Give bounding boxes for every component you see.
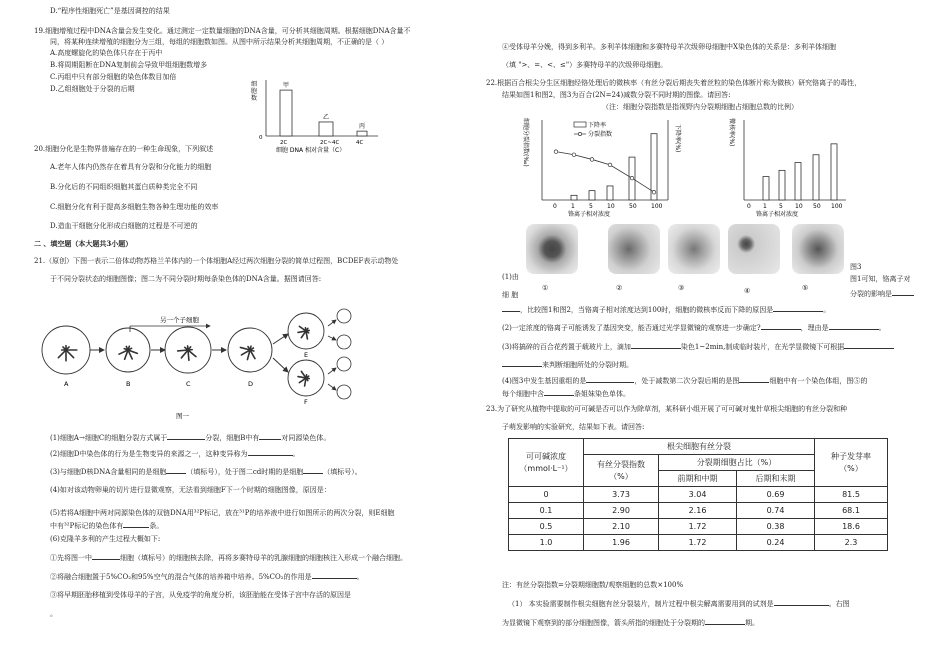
q21-sub-6-1: ①先将图一中 细胞（填标号）的细胞核去除，再将多赛特母羊的乳腺细胞的细胞核注入形成一个融合细胞。: [50, 554, 407, 562]
q19-line-2: 同，将某种连续增殖的细胞分为三组，每组的细胞数如图。从图中所示结果分析其细胞周期，不正确的是（ ）: [50, 38, 389, 46]
fig2-tick-1: 1: [763, 203, 767, 210]
q23-table: [508, 438, 888, 551]
q22-photo-label-3: ③: [678, 284, 685, 292]
q23-cell: 0.38: [737, 519, 815, 535]
q20-option-a: A.老年人体内仍然存在着具有分裂和分化能力的细胞: [50, 163, 212, 171]
q23-table-row: [509, 503, 888, 519]
fig1-point-3: [608, 163, 612, 167]
q23-cell: 0: [509, 487, 584, 503]
fig2-tick-3: 10: [795, 203, 803, 210]
q23-table-row: [509, 487, 888, 503]
fig1-tick-4: 50: [629, 203, 637, 210]
q21-figure-caption: 图一: [176, 412, 189, 420]
q23-cell: 0.74: [737, 503, 815, 519]
q23-cell: 2.90: [584, 503, 659, 519]
q19-bar-name-1: 甲: [283, 82, 290, 90]
q22-photo-label-2: ②: [616, 284, 623, 292]
q18-option-d: D.“程序性细胞死亡”是基因调控的结果: [50, 7, 170, 15]
q19-bar-chart: [246, 76, 386, 156]
q23-header-group: 根尖细胞有丝分裂: [584, 439, 815, 455]
q22-sub-1: ，比较图1和图2，当铬离子相对浓度达到100时，细胞的微核率反而下降的原因是 。: [502, 304, 830, 316]
section-2-heading: 二 、填空题（本大题共3小题）: [34, 239, 133, 248]
q22-side-right-1: 图3: [850, 263, 862, 271]
q23-cell: 81.5: [815, 487, 888, 503]
q21-sub-6-3: ③将早期胚胎移植到受体母羊的子宫，从免疫学的角度分析，该胚胎能在受体子宫中存活的原因是: [50, 591, 351, 599]
q19-bar-name-2: 乙: [323, 113, 330, 121]
q22-side-left-1: (1)由: [502, 273, 519, 281]
q23-cell: 2.10: [584, 519, 659, 535]
q23-cell: 68.1: [815, 503, 888, 519]
fig2-bar-1: [763, 177, 769, 200]
q19-option-c: C.丙组中只有部分细胞的染色体数目加倍: [50, 73, 177, 81]
fig1-tick-0: 0: [553, 203, 557, 210]
q21-sub-6: (6)克隆羊多利的产生过程大概如下:: [50, 535, 161, 543]
q21-line-2: 于不同分裂状态的细胞图像；图二为不同分裂时期每条染色体的DNA含量。据图请回答:: [50, 275, 322, 283]
fig2-bar-2: [779, 170, 785, 200]
cell-label-B: B: [126, 380, 131, 388]
q23-header-late: 后期和末期: [737, 471, 815, 487]
fig1-tick-5: 100: [651, 203, 663, 210]
q20-option-d: D.造血干细胞分化形成白细胞的过程是不可逆的: [50, 222, 198, 230]
q22-photo-label-1: ①: [542, 284, 549, 292]
q19-bar-tick-3: 4C: [356, 140, 364, 146]
fig1-point-0: [554, 150, 558, 154]
q23-header-early: 前期和中期: [659, 471, 737, 487]
q22-photo-5: [792, 224, 844, 274]
q21-sub-1: (1)细胞A→细胞C的细胞分裂方式属于 分裂，细胞B中有 对同源染色体。: [50, 434, 331, 442]
fig2-tick-4: 50: [813, 203, 821, 210]
fig1-point-2: [590, 158, 594, 162]
fig2-bar-4: [813, 155, 819, 200]
q23-table-row: [509, 519, 888, 535]
q20-option-b: B.分化后的不同组织细胞其蛋白质种类完全不同: [50, 183, 198, 191]
cell-label-F: F: [304, 398, 308, 406]
q19-chart-ylabel-1: 细胞数: [251, 81, 258, 102]
q21-line-1: 21.（原创）下图一表示二倍体动物苏格兰羊体内的一个体细胞A经过两次细胞分裂的简单过程图，BCDEF表示动物处: [34, 257, 399, 265]
q23-cell: 0.69: [737, 487, 815, 503]
q19-option-d: D.乙组细胞处于分裂的后期: [50, 85, 135, 93]
q22-photo-label-4: ④: [744, 287, 751, 295]
q23-cell: 1.96: [584, 535, 659, 551]
q23-sub-1b: 为显微镜下观察到的部分细胞图像，箭头所指的细胞处于分裂期的 期。: [502, 619, 759, 627]
cell-label-D: D: [248, 380, 254, 388]
fig1-tick-2: 5: [589, 203, 593, 210]
q22-photo-label-5: ⑤: [802, 284, 809, 292]
q19-bar-3: [357, 131, 367, 136]
fig1-point-5: [652, 190, 656, 194]
q22-photo-1: [526, 224, 578, 274]
q23-header-ratio: 分裂期细胞占比（%）: [659, 455, 815, 471]
fig1-tick-3: 10: [607, 203, 615, 210]
q21-sub-6-4-line-1: ④受体母羊分娩，得到多利羊。多利羊体细胞和多赛特母羊次级卵母细胞中X染色体的关系是：多利羊体细胞: [502, 43, 836, 51]
q21-sub-3: (3)与细胞D核DNA含量相同的是细胞 （填标号），处于图二cd时期的是细胞 （填标号）。: [50, 468, 362, 476]
q23-line-1: 23.为了研究从植物中提取的可可碱是否可以作为除草剂，某科研小组开展了可可碱对鬼针草根尖细胞的有丝分裂和种: [486, 405, 848, 413]
q21-sub-5: (5)若将A细胞中两对同源染色体的双链DNA用³²P标记，放在³¹P的培养液中进行如图所示的两次分裂，则E细胞: [50, 509, 395, 517]
fig1-point-4: [630, 176, 634, 180]
q21-sub-5b: 中有³²P标记的染色体有 条。: [50, 522, 164, 530]
fig1-bar-2: [589, 191, 595, 200]
q22-note: （注：细胞分裂指数是指视野内分裂期细胞占细胞总数的比例）: [602, 103, 798, 111]
cell-label-A: A: [64, 380, 69, 388]
fig1-point-1: [572, 153, 576, 157]
q22-fig1-legend-bar: 下降率: [588, 122, 607, 129]
q23-cell: 0.1: [509, 503, 584, 519]
q19-bar-1: [280, 90, 292, 136]
fig2-tick-0: 0: [747, 203, 751, 210]
q22-sub-3: (3)将搞碎的百合花药置于载玻片上，滴加 染色1~2min,制成临时装片，在光学显微镜下可根据: [502, 341, 894, 353]
q19-chart-xlabel: 细胞 DNA 相对含量（C）: [276, 147, 346, 154]
q22-photo-3: [668, 224, 720, 274]
q23-cell: 0.5: [509, 519, 584, 535]
q21-sub-6-3b: 。: [50, 610, 57, 618]
q23-cell: 2.3: [815, 535, 888, 551]
q21-sub-2: (2)细胞D中染色体的行为是生物变异的来源之一，这种变异称为 。: [50, 450, 300, 458]
q21-sub-6-2: ②将融合细胞置于5%CO₂和95%空气的混合气体的培养箱中培养。5%CO₂的作用是 。: [50, 573, 364, 581]
fig1-bar-3: [607, 186, 613, 200]
q22-photo-2: [608, 224, 660, 274]
q21-sub-6-4-line-2: （填 ">、=、<、≤"）多赛特母羊的次级卵母细胞。: [502, 61, 668, 69]
q20-option-c: C.细胞分化有利于提高多细胞生物各种生理功能的效率: [50, 203, 219, 211]
q22-sub-4b: 每个细胞中含 条姐妹染色单体。: [502, 390, 630, 398]
q22-side-right-2: 图1可知，铬离子对: [850, 275, 911, 283]
q23-header-conc: 可可碱浓度 （mmol·L⁻¹）: [509, 439, 584, 487]
q23-cell: 1.72: [659, 519, 737, 535]
q19-option-b: B.将周期阻断在DNA复制前会导致甲组细胞数增多: [50, 61, 208, 69]
q19-bar-tick-1: 2C: [280, 140, 288, 146]
q20-stem: 20.细胞分化是生物界普遍存在的一种生命现象，下列叙述: [34, 145, 214, 153]
q23-line-2: 子萌发影响的实验研究，结果如下表。请回答:: [502, 423, 645, 431]
cell-label-C: C: [186, 380, 191, 388]
q23-cell: 1.72: [659, 535, 737, 551]
q23-header-index: 有丝分裂指数 （%）: [584, 455, 659, 487]
fig2-bar-5: [831, 144, 837, 200]
fig2-bar-3: [795, 163, 801, 200]
q22-fig2-ylabel: 微核率(%): [728, 118, 735, 147]
q22-figure-1: [520, 112, 695, 220]
q21-figure-arrow-label: 另一个子细胞: [160, 316, 199, 324]
q23-cell: 3.04: [659, 487, 737, 503]
cell-label-E: E: [304, 351, 309, 359]
q22-fig2-xlabel: 铬离子相对浓度: [756, 211, 799, 218]
q23-cell: 0.24: [737, 535, 815, 551]
q22-sub-2: (2)一定浓度的铬离子可能诱发了基因突变，能否通过光学显微镜的观察进一步确定? ，理由是 。: [502, 324, 886, 332]
q23-sub-1: （1） 本实验需要制作根尖细胞有丝分裂装片，制片过程中根尖解离需要用到的试剂是 。右图: [508, 600, 850, 608]
q22-sub-4: (4)图3中发生基因重组的是 ，处于减数第二次分裂后期的是图 细胞中有一个染色体组，图⑤的: [502, 377, 868, 385]
q22-fig1-xlabel: 铬离子相对浓度: [568, 211, 611, 218]
q22-side-right-3: 分裂的影响是: [850, 288, 914, 300]
fig1-tick-1: 1: [571, 203, 575, 210]
fig1-bar-1: [571, 195, 577, 200]
q23-cell: 1.0: [509, 535, 584, 551]
q22-line-1: 22.根据百合根尖分生区细胞经铬处理后的微核率（有丝分裂后期丧失着丝粒的染色体断片称为微核）研究铬离子的毒性，: [486, 79, 862, 87]
q23-header-germ: 种子发芽率 （%）: [815, 439, 888, 487]
q23-note: 注：有丝分裂指数=分裂期细胞数/观察细胞的总数×100%: [502, 581, 684, 589]
q21-sub-4: (4)如对该动物卵巢的切片进行显微观察，无法看到细胞F下一个时期的细胞图像，原因是：: [50, 486, 331, 494]
q19-line-1: 19.细胞增殖过程中DNA含量会发生变化。通过测定一定数量细胞的DNA含量，可分析其细胞周期。根据细胞DNA含量不: [34, 27, 411, 35]
q19-bar-2: [319, 122, 333, 136]
q23-cell: 3.73: [584, 487, 659, 503]
q22-fig1-ylabel-right: 下降率(%): [674, 124, 681, 153]
q23-table-row: [509, 535, 888, 551]
q19-bar-name-3: 丙: [359, 123, 366, 131]
q21-figure-1: [30, 300, 470, 425]
q22-side-left-2: 细 胞: [502, 291, 519, 299]
q22-figure-2: [726, 112, 851, 220]
q19-bar-tick-2: 2C~4C: [320, 140, 340, 146]
q23-cell: 18.6: [815, 519, 888, 535]
q22-sub-3b: 来判断细胞所处的分裂时期。: [502, 359, 633, 371]
q19-option-a: A.高度螺旋化的染色体只存在于丙中: [50, 49, 163, 57]
q19-origin-tick: 0: [259, 135, 263, 141]
q23-cell: 2.16: [659, 503, 737, 519]
q22-line-2: 结果如图1和图2，图3为百合(2N=24)减数分裂不同时期的图像。请回答:: [502, 91, 731, 99]
q22-fig1-ylabel: 细胞分裂指数(‰): [522, 118, 529, 167]
q22-fig1-legend-line: 分裂指数: [588, 131, 613, 138]
q22-photo-4: [728, 224, 780, 274]
fig2-tick-2: 5: [779, 203, 783, 210]
fig2-tick-5: 100: [831, 203, 843, 210]
